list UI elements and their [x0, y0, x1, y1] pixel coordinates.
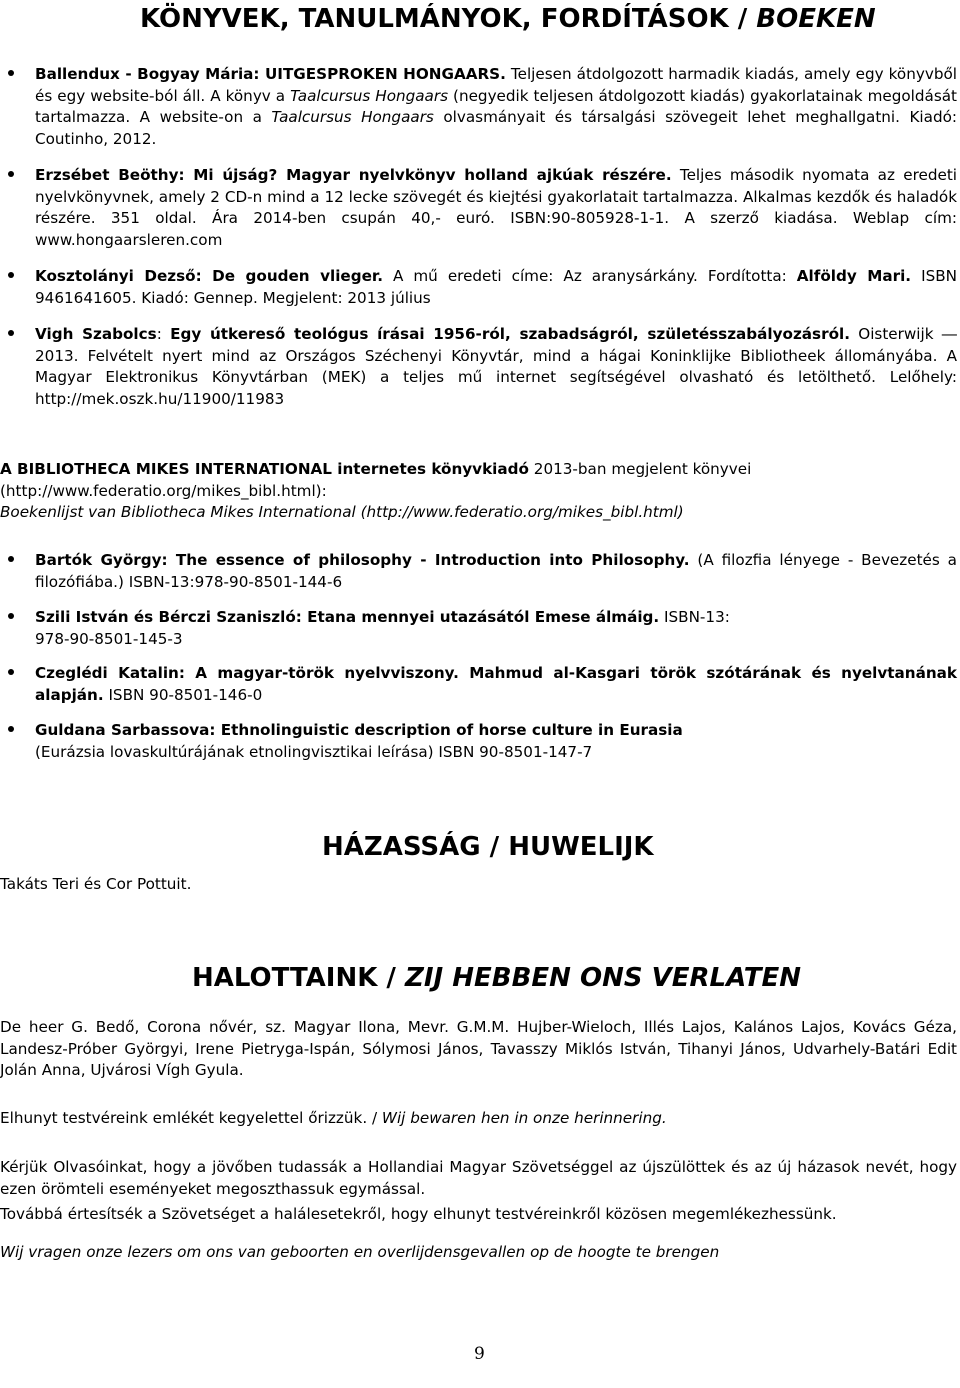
bullet-dot [8, 556, 14, 562]
book-4-text: Vigh Szabolcs: Egy útkereső teológus írásai 1956-ról, szabadságról, születésszabályozásról. Oisterwijk ― 2013. Felvételt nyert mind az Országos Széchenyi Könyvtár, mind a hágai Koninklijke Bibliotheek állományába. A Magyar Elektronikus Könyvtárban (MEK) a teljes mű internet segítségével olvasható és letölthető. Lelőhely: http://mek.oszk.hu/11900/11983 [35, 325, 957, 408]
marriage-heading: HÁZASSÁG / HUWELIJK [322, 832, 654, 862]
bullet-dot [8, 613, 14, 619]
bullet-dot [8, 330, 14, 336]
mikes-intro: A BIBLIOTHECA MIKES INTERNATIONAL internetes könyvkiadó 2013-ban megjelent könyvei (http://www.federatio.org/mikes_bibl.html): Boekenlijst van Bibliotheca Mikes International (http://www.federatio.org/mikes_bibl.html) [0, 460, 752, 521]
mikes-4-text: Guldana Sarbassova: Ethnolinguistic description of horse culture in Eurasia (Eurázsia lovaskultúrájának etnolingvisztikai leírása) ISBN 90-8501-147-7 [35, 721, 683, 761]
deceased-heading: HALOTTAINK / ZIJ HEBBEN ONS VERLATEN [192, 963, 801, 993]
book-2-text: Erzsébet Beöthy: Mi újság? Magyar nyelvkönyv holland ajkúak részére. Teljes második nyomata az eredeti nyelvkönyvnek, amely 2 CD-n mind a 12 lecke szövegét és kiejtési gyakorlatait tartalmazza. Alkalmas kezdők és haladók részére. 351 oldal. Ára 2014-ben csupán 40,- euró. ISBN:90-805928-1-1. A szerző kiadása. Weblap cím: www.hongaarsleren.com [35, 166, 957, 249]
book-1-text: Ballendux - Bogyay Mária: UITGESPROKEN HONGAARS. Teljesen átdolgozott harmadik kiadás, amely egy könyvből és egy website-ból áll. A könyv a Taalcursus Hongaars (negyedik teljesen átdolgozott kiadás) gyakorlatainak megoldását tartalmazza. A website-on a Taalcursus Hongaars olvasmányait és társalgási szövegeit lehet meghallgatni. Kiadó: Coutinho, 2012. [35, 65, 958, 148]
bullet-dot [8, 726, 14, 732]
mikes-3-text: Czeglédi Katalin: A magyar-török nyelvviszony. Mahmud al-Kasgari török szótárának és nyelvtanának alapján. ISBN 90-8501-146-0 [35, 664, 957, 704]
book-3-text: Kosztolányi Dezső: De gouden vlieger. A mű eredeti címe: Az aranysárkány. Fordította: Alföldy Mari. ISBN 9461641605. Kiadó: Gennep. Megjelent: 2013 július [35, 267, 957, 307]
books-heading-text: KÖNYVEK, TANULMÁNYOK, FORDÍTÁSOK / [140, 4, 757, 34]
mikes-1-text: Bartók György: The essence of philosophy - Introduction into Philosophy. (A filozfia lényege - Bevezetés a filozófiába.) ISBN-13:978-90-8501-144-6 [35, 551, 957, 591]
request-text-2: Továbbá értesítsék a Szövetséget a halálesetekről, hogy elhunyt testvéreinkről közösen megemlékezhessünk. [0, 1205, 837, 1223]
bullet-dot [8, 70, 14, 76]
mikes-2-text: Szili István és Bérczi Szaniszló: Etana mennyei utazásától Emese álmáig. ISBN-13: 978-90-8501-145-3 [35, 608, 730, 648]
bullet-dot [8, 272, 14, 278]
books-heading [140, 4, 876, 34]
page-number: 9 [474, 1344, 485, 1364]
deceased-names: De heer G. Bedő, Corona nővér, sz. Magyar Ilona, Mevr. G.M.M. Hujber-Wieloch, Illés Lajos, Kalános Lajos, Kovács Géza, Landesz-Próber Györgyi, Irene Pietryga-Ispán, Sólymosi János, Tavasszy Miklós István, Tihanyi János, Udvarhely-Batári Edit Jolán Anna, Ujvárosi Vígh Gyula. [0, 1018, 957, 1079]
bullet-dot [8, 669, 14, 675]
request-text-italic: Wij vragen onze lezers om ons van geboorten en overlijdensgevallen op de hoogte te brengen [0, 1243, 720, 1261]
memory-text: Elhunyt testvéreink emlékét kegyelettel őrizzük. / Wij bewaren hen in onze herinnering. [0, 1109, 667, 1127]
mikes-intro-italic: Boekenlijst van Bibliotheca Mikes International (http://www.federatio.org/mikes_bibl.html) [0, 503, 684, 521]
books-heading-italic: BOEKEN [756, 4, 876, 34]
bullet-dot [8, 171, 14, 177]
marriage-text: Takáts Teri és Cor Pottuit. [0, 875, 192, 893]
request-text-1: Kérjük Olvasóinkat, hogy a jövőben tudassák a Hollandiai Magyar Szövetséggel az újszülöttek és az új házasok nevét, hogy ezen örömteli eseményeket megoszthassuk egymással. [0, 1158, 957, 1198]
